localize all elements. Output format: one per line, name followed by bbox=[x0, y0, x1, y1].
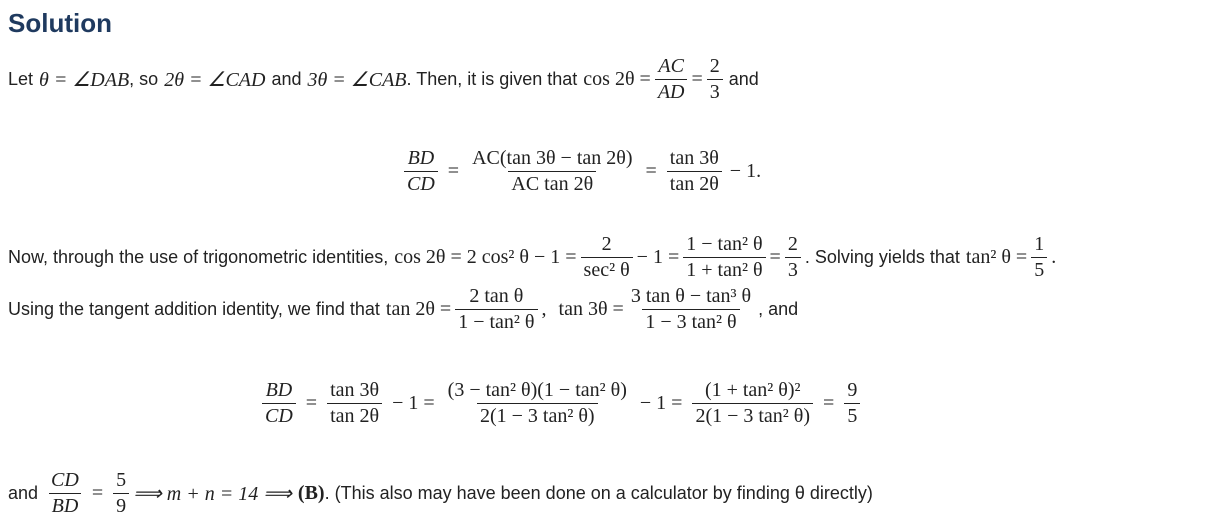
math-equals: = bbox=[769, 246, 781, 268]
math-minus-one-eq: − 1 = bbox=[636, 246, 680, 268]
fraction-bd-over-cd bbox=[404, 148, 438, 195]
math-tan-two-theta: tan 2θ = bbox=[385, 298, 452, 320]
fraction-double-angle bbox=[455, 286, 537, 333]
fraction-denominator: 5 bbox=[1031, 257, 1047, 281]
fraction-cd-over-bd bbox=[48, 470, 82, 517]
fraction-numerator: 2 bbox=[601, 233, 612, 255]
fraction-denominator: 9 bbox=[113, 493, 129, 517]
math-two-theta-eq-cad: 2θ = ∠CAD bbox=[164, 69, 266, 91]
math-cos-two-theta: cos 2θ = bbox=[583, 68, 651, 90]
fraction-numerator: (3 − tan² θ)(1 − tan² θ) bbox=[447, 379, 627, 401]
text-calculator-note: . (This also may have been done on a calculator by finding θ directly) bbox=[324, 483, 873, 503]
math-equals: = bbox=[823, 392, 835, 414]
text-now-through: Now, through the use of trigonometric identities, bbox=[8, 247, 389, 267]
fraction-numerator: tan 3θ bbox=[669, 147, 719, 169]
fraction-numerator: (1 + tan² θ)² bbox=[704, 379, 801, 401]
fraction-numerator: 1 − tan² θ bbox=[686, 233, 763, 255]
math-period: . bbox=[1051, 246, 1057, 268]
fraction-denominator: 5 bbox=[844, 403, 860, 427]
math-equals: = bbox=[691, 68, 703, 90]
math-theta-eq-dab: θ = ∠DAB bbox=[39, 69, 130, 91]
fraction-numerator: 2 bbox=[787, 233, 798, 255]
fraction-numerator: 1 bbox=[1034, 233, 1045, 255]
text-and: and bbox=[271, 69, 302, 89]
math-minus-one-eq: − 1 = bbox=[639, 392, 683, 414]
math-equals: = bbox=[91, 482, 104, 504]
solution-heading: Solution bbox=[8, 8, 112, 38]
math-equals: = bbox=[305, 392, 318, 414]
fraction-tan-ratio bbox=[683, 234, 765, 281]
fraction-numerator: AC(tan 3θ − tan 2θ) bbox=[472, 147, 633, 169]
line-final-answer bbox=[8, 470, 873, 517]
fraction-tan3-over-tan2 bbox=[667, 148, 722, 195]
fraction-denominator: AC tan 2θ bbox=[508, 171, 596, 195]
math-equals: = bbox=[447, 160, 460, 182]
math-tan-squared: tan² θ = bbox=[965, 246, 1028, 268]
fraction-denominator: tan 2θ bbox=[327, 403, 382, 427]
math-tan-three-theta: tan 3θ = bbox=[558, 298, 624, 320]
fraction-square-over bbox=[692, 380, 813, 427]
text-let: Let bbox=[8, 69, 34, 89]
text-and-end: and bbox=[728, 69, 759, 89]
answer-choice: (B) bbox=[297, 482, 325, 504]
fraction-denominator: 3 bbox=[785, 257, 801, 281]
text-solving-yields: . Solving yields that bbox=[804, 247, 960, 267]
fraction-numerator: CD bbox=[51, 469, 79, 491]
fraction-numerator: 5 bbox=[116, 469, 127, 491]
fraction-numerator: AC bbox=[658, 55, 684, 77]
fraction-five-ninths bbox=[113, 470, 129, 517]
fraction-two-over-sec bbox=[581, 234, 633, 281]
math-minus-one-eq: − 1 = bbox=[392, 392, 435, 414]
fraction-denominator: CD bbox=[262, 403, 296, 427]
fraction-denominator: 3 bbox=[707, 79, 723, 103]
fraction-denominator: sec² θ bbox=[581, 257, 633, 281]
fraction-product-expansion bbox=[445, 380, 630, 427]
fraction-nine-fifths bbox=[844, 380, 860, 427]
math-cos-identity: cos 2θ = 2 cos² θ − 1 = bbox=[394, 246, 577, 268]
fraction-numerator: 3 tan θ − tan³ θ bbox=[630, 285, 752, 307]
fraction-two-thirds bbox=[707, 56, 723, 103]
fraction-triple-angle bbox=[628, 286, 754, 333]
fraction-bd-over-cd bbox=[262, 380, 296, 427]
fraction-numerator: BD bbox=[407, 147, 435, 169]
math-equals: = bbox=[645, 160, 657, 182]
fraction-numerator: tan 3θ bbox=[330, 379, 380, 401]
fraction-two-thirds bbox=[785, 234, 801, 281]
line-tangent-addition bbox=[8, 286, 798, 333]
line-trig-identities bbox=[8, 234, 1056, 281]
equation-bd-cd-expanded bbox=[258, 380, 864, 427]
fraction-denominator: 1 − tan² θ bbox=[455, 309, 537, 333]
fraction-denominator: tan 2θ bbox=[667, 171, 722, 195]
math-three-theta-eq-cab: 3θ = ∠CAB bbox=[307, 69, 407, 91]
fraction-ac-tan-difference bbox=[469, 148, 635, 195]
text-so: , so bbox=[129, 69, 159, 89]
fraction-denominator: 1 − 3 tan² θ bbox=[642, 309, 739, 333]
fraction-numerator: BD bbox=[265, 379, 293, 401]
math-implies-sum: ⟹ m + n = 14 ⟹ bbox=[133, 483, 292, 505]
text-and: , and bbox=[758, 299, 799, 319]
fraction-ac-over-ad bbox=[655, 56, 688, 103]
fraction-denominator: 1 + tan² θ bbox=[683, 257, 765, 281]
fraction-denominator: BD bbox=[49, 493, 82, 517]
fraction-one-fifth bbox=[1031, 234, 1047, 281]
line-let-theta bbox=[8, 56, 759, 103]
text-then-given: . Then, it is given that bbox=[406, 69, 578, 89]
fraction-denominator: 2(1 − 3 tan² θ) bbox=[692, 403, 813, 427]
equation-bd-cd-ratio bbox=[400, 148, 761, 195]
fraction-denominator: AD bbox=[655, 79, 688, 103]
fraction-denominator: 2(1 − 3 tan² θ) bbox=[477, 403, 598, 427]
text-and: and bbox=[8, 483, 39, 503]
fraction-denominator: CD bbox=[404, 171, 438, 195]
text-using-tangent: Using the tangent addition identity, we find that bbox=[8, 299, 380, 319]
fraction-tan3-over-tan2 bbox=[327, 380, 382, 427]
fraction-numerator: 2 bbox=[709, 55, 720, 77]
fraction-numerator: 2 tan θ bbox=[469, 285, 524, 307]
math-minus-one: − 1. bbox=[729, 160, 762, 182]
math-comma: , bbox=[541, 298, 547, 320]
fraction-numerator: 9 bbox=[847, 379, 858, 401]
